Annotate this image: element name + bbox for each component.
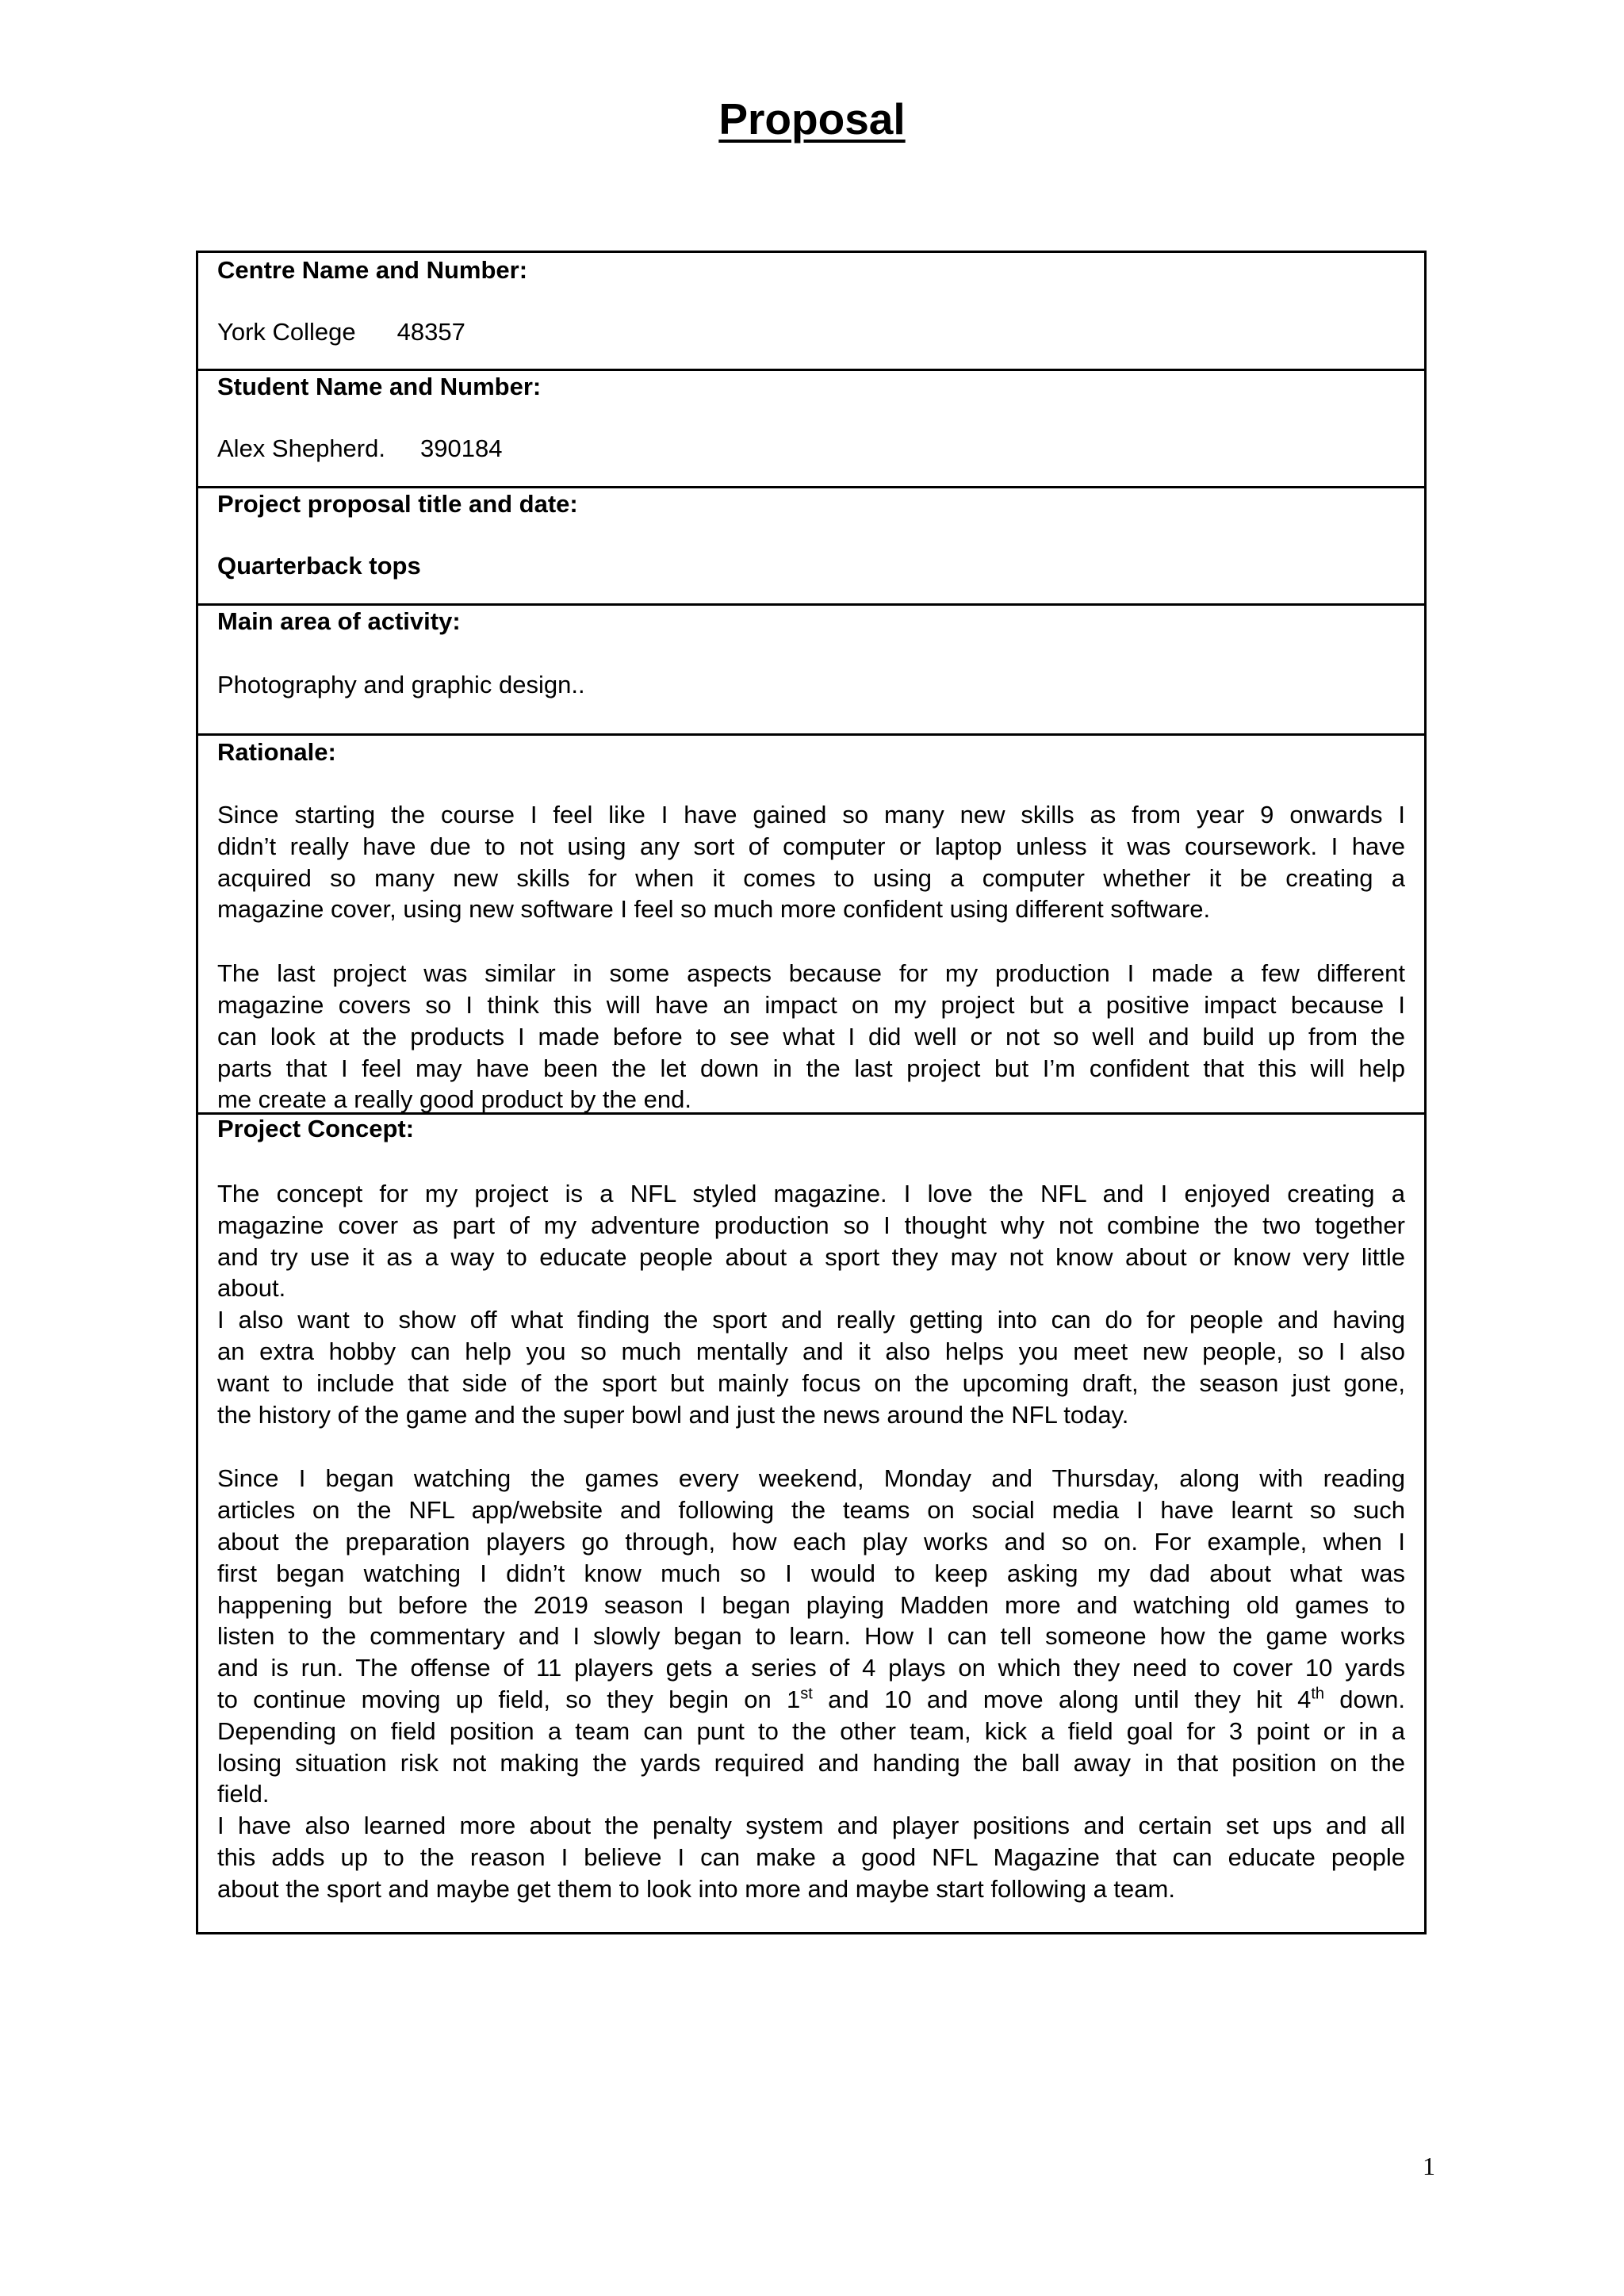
rationale-section (198, 733, 1424, 1114)
downs-text-1: to continue moving up field, so they begin on 1 (217, 1685, 801, 1713)
rationale-p2-line: parts that I feel may have been the let down in the last project but I’m confident that this will help (217, 1054, 1405, 1082)
concept-p3-line: field. (217, 1780, 270, 1808)
project-title-value: Quarterback tops (217, 552, 421, 580)
concept-p3-line: Since I began watching the games every weekend, Monday and Thursday, along with reading (217, 1464, 1405, 1493)
concept-paragraph-2 (217, 1304, 1405, 1430)
student-section (198, 369, 1424, 488)
main-area-label: Main area of activity: (217, 607, 461, 635)
downs-text-3: down. (1324, 1685, 1406, 1713)
centre-name: York College (217, 318, 356, 346)
concept-p1-line: The concept for my project is a NFL styled magazine. I love the NFL and I enjoyed creating a (217, 1180, 1405, 1207)
centre-number: 48357 (396, 318, 465, 346)
student-value (217, 433, 1405, 465)
rationale-p2-line: The last project was similar in some aspects because for my production I made a few different (217, 959, 1405, 988)
concept-section (198, 1112, 1424, 1932)
rationale-p2-line: magazine covers so I think this will have an impact on my project but a positive impact because I (217, 990, 1405, 1019)
concept-paragraph-4 (217, 1810, 1405, 1904)
main-area-value: Photography and graphic design.. (217, 671, 585, 698)
concept-p2-line: an extra hobby can help you so much mentally and it also helps you meet new people, so I also (217, 1337, 1405, 1365)
concept-p3-line: happening but before the 2019 season I began playing Madden more and watching old games to (217, 1590, 1405, 1619)
rationale-p2-line: me create a really good product by the end. (217, 1085, 691, 1114)
concept-p3-line: articles on the NFL app/website and following the teams on social media I have learnt so such (217, 1496, 1405, 1525)
concept-p4-line: about the sport and maybe get them to look into more and maybe start following a team. (217, 1874, 1175, 1903)
concept-label: Project Concept: (217, 1115, 415, 1142)
concept-p3-line: and is run. The offense of 11 players gets a series of 4 plays on which they need to cover 10 yards (217, 1654, 1405, 1682)
concept-p1-line: and try use it as a way to educate people about a sport they may not know about or know very little (217, 1242, 1405, 1271)
concept-paragraph-3 (217, 1463, 1405, 1810)
concept-downs-line (217, 1684, 1405, 1716)
centre-value (217, 316, 1405, 348)
concept-paragraph-1 (217, 1178, 1405, 1304)
downs-text-2: and 10 and move along until they hit 4 (812, 1685, 1312, 1713)
rationale-label: Rationale: (217, 738, 336, 766)
main-area-section (198, 603, 1424, 734)
concept-p3-line: losing situation risk not making the yards required and handing the ball away in that position on the (217, 1748, 1405, 1777)
rationale-p2-line: can look at the products I made before to see what I did well or not so well and build up from the (217, 1022, 1405, 1050)
rationale-paragraph-1 (217, 799, 1405, 925)
downs-sup-1: st (800, 1685, 813, 1703)
concept-p1-line: about. (217, 1274, 286, 1303)
concept-p4-line: this adds up to the reason I believe I can make a good NFL Magazine that can educate people (217, 1843, 1405, 1871)
concept-p2-line: I also want to show off what finding the sport and really getting into can do for people and having (217, 1306, 1405, 1334)
page-title: Proposal (718, 94, 906, 144)
student-name: Alex Shepherd. (217, 434, 385, 462)
student-number: 390184 (419, 434, 503, 462)
project-title-label: Project proposal title and date: (217, 490, 578, 518)
project-title-section (198, 486, 1424, 605)
concept-p2-line: want to include that side of the sport but mainly focus on the upcoming draft, the season just gone, (217, 1368, 1405, 1397)
rationale-p1-line: acquired so many new skills for when it comes to using a computer whether it be creating a (217, 863, 1405, 892)
centre-section (198, 253, 1424, 370)
concept-p3-line: listen to the commentary and I slowly began to learn. How I can tell someone how the game works (217, 1622, 1405, 1651)
concept-p3-line: Depending on field position a team can punt to the other team, kick a field goal for 3 point or in a (217, 1716, 1405, 1745)
concept-p4-line: I have also learned more about the penalty system and player positions and certain set ups and all (217, 1812, 1405, 1840)
rationale-paragraph-2 (217, 958, 1405, 1114)
rationale-p1-line: magazine cover, using new software I feel so much more confident using different software. (217, 895, 1211, 924)
rationale-p1-line: Since starting the course I feel like I have gained so many new skills as from year 9 onwards I (217, 801, 1405, 828)
concept-p2-line: the history of the game and the super bowl and just the news around the NFL today. (217, 1400, 1129, 1429)
downs-sup-2: th (1311, 1685, 1325, 1703)
student-label: Student Name and Number: (217, 373, 542, 400)
concept-p3-line: about the preparation players go through, how each play works and so on. For example, when I (217, 1527, 1405, 1556)
centre-label: Centre Name and Number: (217, 256, 528, 284)
rationale-p1-line: didn’t really have due to not using any sort of computer or laptop unless it was coursework. I have (217, 832, 1405, 860)
proposal-form-table (196, 251, 1427, 1934)
concept-p1-line: magazine cover as part of my adventure production so I thought why not combine the two together (217, 1211, 1405, 1239)
concept-p3-line: first began watching I didn’t know much so I would to keep asking my dad about what was (217, 1559, 1405, 1587)
page-number: 1 (1423, 2152, 1435, 2180)
